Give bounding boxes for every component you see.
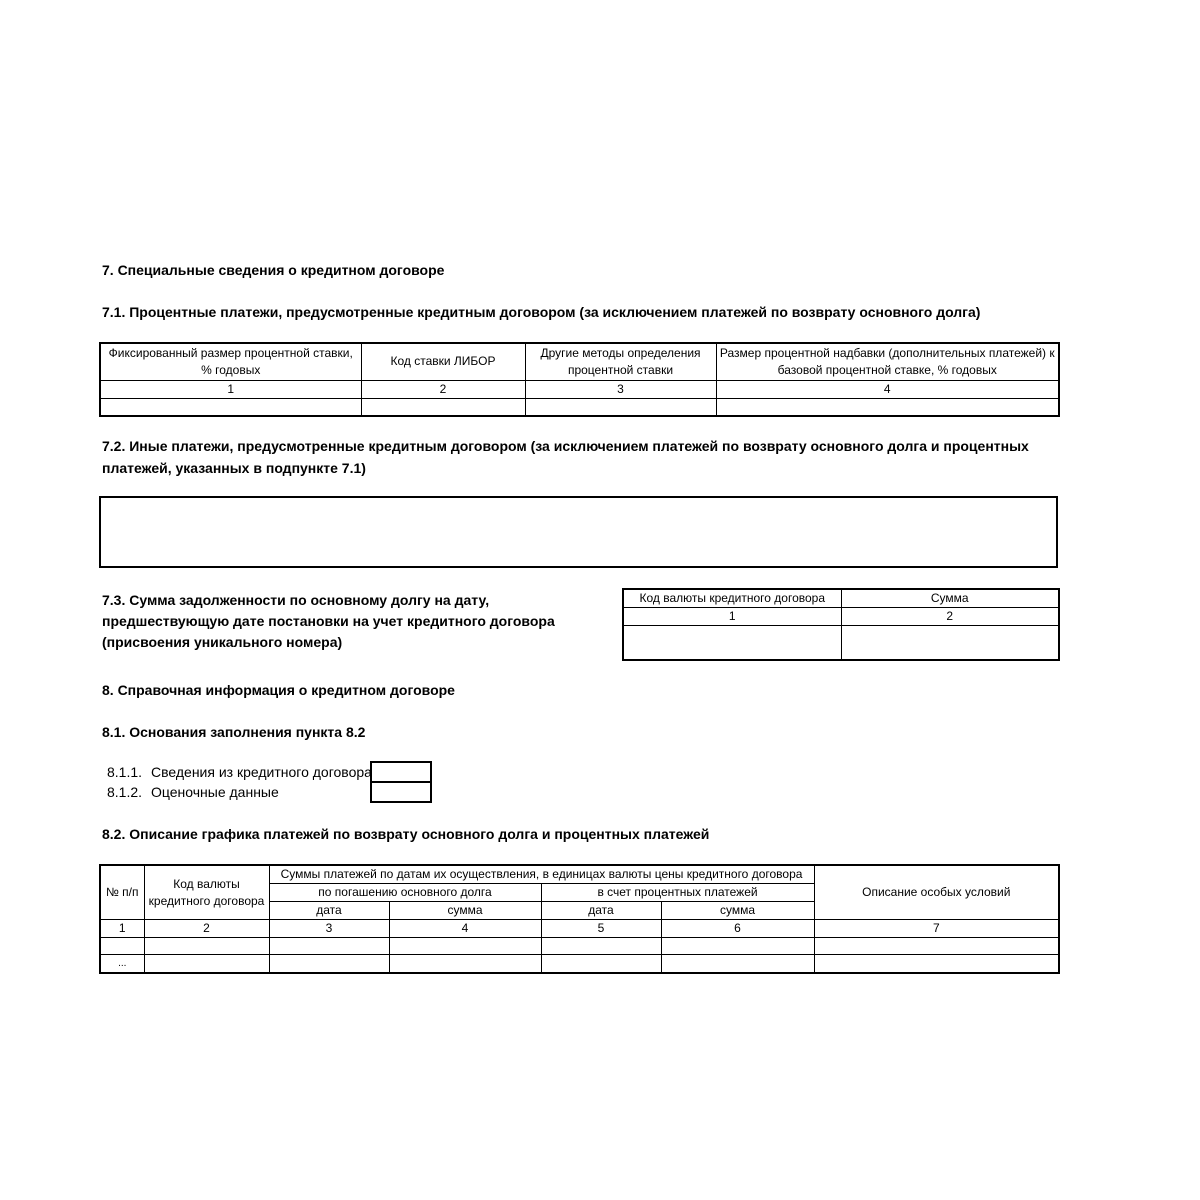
section-8-title: 8. Справочная информация о кредитном договоре xyxy=(102,682,455,698)
col-number: 1 xyxy=(100,920,144,938)
estimated-data-checkbox[interactable] xyxy=(370,781,432,803)
principal-date-header: дата xyxy=(269,902,389,920)
row-cell[interactable] xyxy=(541,938,661,955)
other-methods-cell[interactable] xyxy=(525,398,716,416)
section-7-2-title-line2: платежей, указанных в подпункте 7.1) xyxy=(102,460,366,476)
item-8-1-2-label: Оценочные данные xyxy=(151,784,279,800)
section-7-3-title-line3: (присвоения уникального номера) xyxy=(102,634,343,650)
principal-header: по погашению основного долга xyxy=(269,884,541,902)
contract-data-checkbox[interactable] xyxy=(370,761,432,783)
fixed-rate-cell[interactable] xyxy=(100,398,361,416)
section-7-2-title-line1: 7.2. Иные платежи, предусмотренные кредитным договором (за исключением платежей по возврату основного долга и процентных xyxy=(102,438,1029,454)
num-header: № п/п xyxy=(100,865,144,920)
table-row xyxy=(100,955,1059,974)
special-conditions-header: Описание особых условий xyxy=(814,865,1059,920)
col-number: 2 xyxy=(841,608,1059,626)
row-cell[interactable] xyxy=(541,955,661,974)
section-7-1-title: 7.1. Процентные платежи, предусмотренные кредитным договором (за исключением платежей по возврату основного долга) xyxy=(102,304,981,320)
debt-amount-table xyxy=(622,588,1060,661)
amount-header: Сумма xyxy=(841,589,1059,608)
section-8-1-title: 8.1. Основания заполнения пункта 8.2 xyxy=(102,724,366,740)
row-cell[interactable] xyxy=(814,955,1059,974)
interest-payments-table xyxy=(99,342,1060,417)
col-number: 7 xyxy=(814,920,1059,938)
col-number: 3 xyxy=(269,920,389,938)
interest-amount-header: сумма xyxy=(661,902,814,920)
row-cell[interactable] xyxy=(661,955,814,974)
col-number: 5 xyxy=(541,920,661,938)
row-cell[interactable] xyxy=(144,955,269,974)
col-margin-header: Размер процентной надбавки (дополнительных платежей) к базовой процентной ставке, % годовых xyxy=(716,343,1059,380)
payment-sums-header: Суммы платежей по датам их осуществления, в единицах валюты цены кредитного договора xyxy=(269,865,814,884)
table-row xyxy=(100,938,1059,955)
interest-date-header: дата xyxy=(541,902,661,920)
principal-amount-header: сумма xyxy=(389,902,541,920)
section-7-title: 7. Специальные сведения о кредитном договоре xyxy=(102,262,445,278)
row-cell[interactable] xyxy=(814,938,1059,955)
currency-code-header: Код валюты кредитного договора xyxy=(623,589,841,608)
row-cell[interactable] xyxy=(389,938,541,955)
currency-code-header: Код валюты кредитного договора xyxy=(144,865,269,920)
col-libor-header: Код ставки ЛИБОР xyxy=(361,343,525,380)
item-8-1-1-label: Сведения из кредитного договора xyxy=(151,764,372,780)
section-7-3-title-line1: 7.3. Сумма задолженности по основному долгу на дату, xyxy=(102,592,490,608)
section-7-3-title-line2: предшествующую дате постановки на учет кредитного договора xyxy=(102,613,555,629)
amount-cell[interactable] xyxy=(841,626,1059,660)
col-number: 2 xyxy=(361,380,525,398)
col-number: 6 xyxy=(661,920,814,938)
row-cell[interactable] xyxy=(144,938,269,955)
row-cell[interactable] xyxy=(389,955,541,974)
row-cell[interactable] xyxy=(269,938,389,955)
col-number: 4 xyxy=(389,920,541,938)
col-number: 1 xyxy=(100,380,361,398)
row-cell[interactable] xyxy=(269,955,389,974)
col-number: 2 xyxy=(144,920,269,938)
libor-cell[interactable] xyxy=(361,398,525,416)
payment-schedule-table xyxy=(99,864,1060,974)
row-cell[interactable] xyxy=(661,938,814,955)
col-number: 4 xyxy=(716,380,1059,398)
margin-cell[interactable] xyxy=(716,398,1059,416)
interest-header: в счет процентных платежей xyxy=(541,884,814,902)
other-payments-box[interactable] xyxy=(99,496,1058,568)
col-number: 3 xyxy=(525,380,716,398)
col-number: 1 xyxy=(623,608,841,626)
item-8-1-2-number: 8.1.2. xyxy=(107,784,143,800)
col-other-methods-header: Другие методы определения процентной ставки xyxy=(525,343,716,380)
section-8-2-title: 8.2. Описание графика платежей по возврату основного долга и процентных платежей xyxy=(102,826,710,842)
row-cell[interactable] xyxy=(100,938,144,955)
item-8-1-1-number: 8.1.1. xyxy=(107,764,143,780)
col-fixed-rate-header: Фиксированный размер процентной ставки, % годовых xyxy=(100,343,361,380)
currency-code-cell[interactable] xyxy=(623,626,841,660)
ellipsis-cell: ... xyxy=(100,955,144,974)
